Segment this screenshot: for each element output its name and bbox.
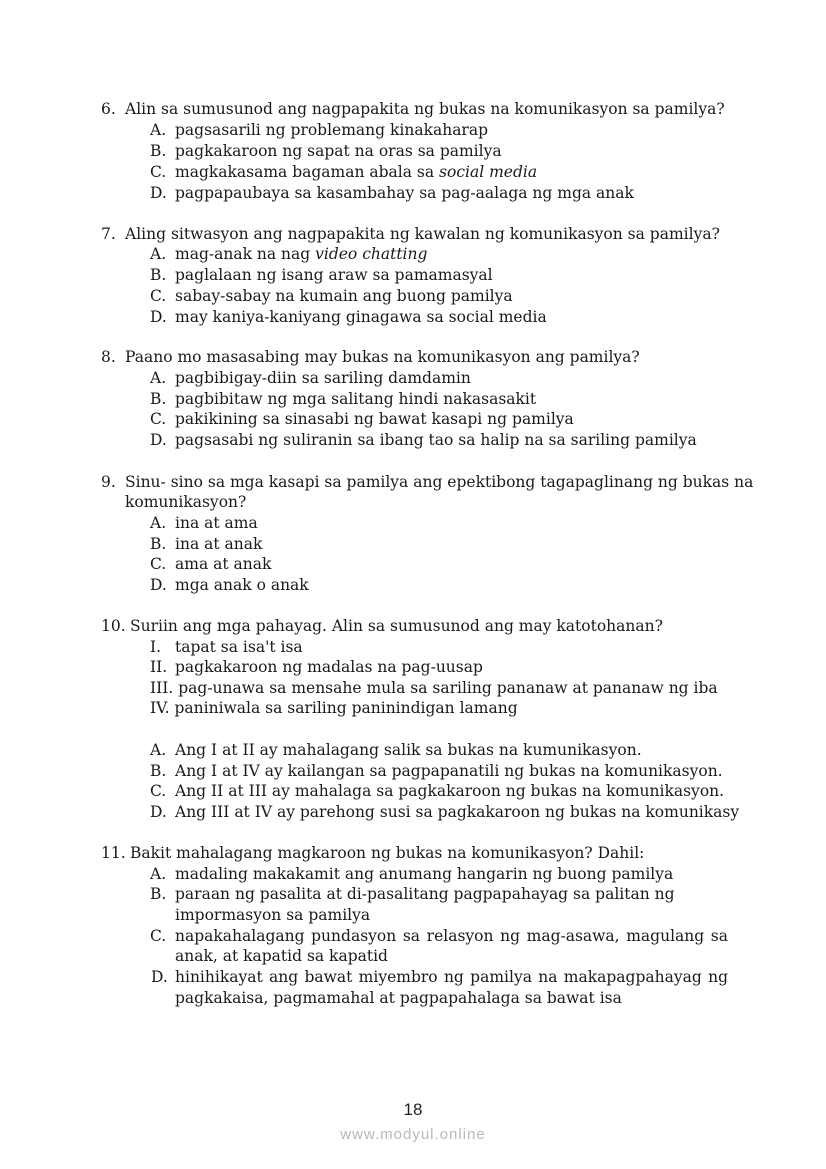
- choice-6a: A. pagsasarili ng problemang kinakaharap: [150, 121, 489, 139]
- page-number: 18: [403, 1100, 423, 1119]
- choice-9b: B. ina at anak: [150, 535, 263, 553]
- choice-8b: B. pagbibitaw ng mga salitang hindi nakasasakit: [150, 390, 537, 408]
- choice-7c: C. sabay-sabay na kumain ang buong pamilya: [150, 287, 513, 305]
- question-text: Aling sitwasyon ang nagpapakita ng kawalan ng komunikasyon sa pamilya?: [125, 225, 720, 243]
- question-7: [101, 224, 720, 244]
- question-9: [101, 472, 753, 492]
- watermark: www.modyul.online: [340, 1126, 486, 1143]
- choice-10c: C. Ang II at III ay mahalaga sa pagkakaroon ng bukas na komunikasyon.: [150, 782, 725, 800]
- question-number: 9.: [101, 473, 116, 491]
- question-text: Alin sa sumusunod ang nagpapakita ng bukas na komunikasyon sa pamilya?: [125, 100, 725, 118]
- choice-10d: D. Ang III at IV ay parehong susi sa pagkakaroon ng bukas na komunikasy: [150, 803, 740, 821]
- choice-8c: C. pakikining sa sinasabi ng bawat kasapi ng pamilya: [150, 410, 574, 428]
- choice-11d: D. hinihikayat ang bawat miyembro ng pamilya na makapagpahayag ng: [151, 968, 728, 986]
- choice-11b: B. paraan ng pasalita at di-pasalitang pagpapahayag sa palitan ng: [150, 885, 675, 903]
- statement-iv: IV. paniniwala sa sariling paninindigan lamang: [150, 699, 518, 717]
- choice-11c: C. napakahalagang pundasyon sa relasyon ng mag-asawa, magulang sa: [150, 927, 728, 945]
- question-number: 11.: [101, 844, 126, 862]
- question-number: 6.: [101, 100, 116, 118]
- choice-9d: D. mga anak o anak: [150, 576, 309, 594]
- choice-7b: B. paglalaan ng isang araw sa pamamasyal: [150, 266, 493, 284]
- choice-11c-continuation: anak, at kapatid sa kapatid: [175, 947, 388, 965]
- choice-7a: A. mag-anak na nag video chatting: [150, 245, 428, 263]
- question-text: Bakit mahalagang magkaroon ng bukas na komunikasyon? Dahil:: [130, 844, 645, 862]
- choice-6c: C. magkakasama bagaman abala sa social media: [150, 163, 538, 181]
- choice-6b: B. pagkakaroon ng sapat na oras sa pamilya: [150, 142, 502, 160]
- question-8: [101, 347, 640, 367]
- choice-11a: A. madaling makakamit ang anumang hangarin ng buong pamilya: [150, 865, 674, 883]
- question-text: Paano mo masasabing may bukas na komunikasyon ang pamilya?: [125, 348, 640, 366]
- choice-11d-continuation: pagkakaisa, pagmamahal at pagpapahalaga sa bawat isa: [175, 989, 622, 1007]
- question-text: Suriin ang mga pahayag. Alin sa sumusunod ang may katotohanan?: [130, 617, 663, 635]
- question-text: Sinu- sino sa mga kasapi sa pamilya ang epektibong tagapaglinang ng bukas na: [125, 473, 754, 491]
- question-9-continuation: komunikasyon?: [125, 493, 247, 511]
- choice-7d: D. may kaniya-kaniyang ginagawa sa social media: [150, 308, 547, 326]
- choice-9c: C. ama at anak: [150, 555, 272, 573]
- choice-6d: D. pagpapaubaya sa kasambahay sa pag-aalaga ng mga anak: [150, 184, 634, 202]
- question-6: [101, 99, 725, 119]
- choice-9a: A. ina at ama: [150, 514, 258, 532]
- statement-i: I. tapat sa isa't isa: [150, 638, 303, 656]
- choice-10b: B. Ang I at IV ay kailangan sa pagpapanatili ng bukas na komunikasyon.: [150, 762, 723, 780]
- statement-ii: II. pagkakaroon ng madalas na pag-uusap: [150, 658, 483, 676]
- choice-8d: D. pagsasabi ng suliranin sa ibang tao sa halip na sa sariling pamilya: [150, 431, 697, 449]
- question-10: [101, 616, 663, 636]
- question-number: 8.: [101, 348, 116, 366]
- question-11: [101, 843, 644, 863]
- statement-iii: III. pag-unawa sa mensahe mula sa sariling pananaw at pananaw ng iba: [150, 679, 718, 697]
- choice-10a: A. Ang I at II ay mahalagang salik sa bukas na kumunikasyon.: [150, 741, 642, 759]
- choice-8a: A. pagbibigay-diin sa sariling damdamin: [150, 369, 471, 387]
- choice-11b-continuation: impormasyon sa pamilya: [175, 906, 371, 924]
- question-number: 10.: [101, 617, 126, 635]
- question-number: 7.: [101, 225, 116, 243]
